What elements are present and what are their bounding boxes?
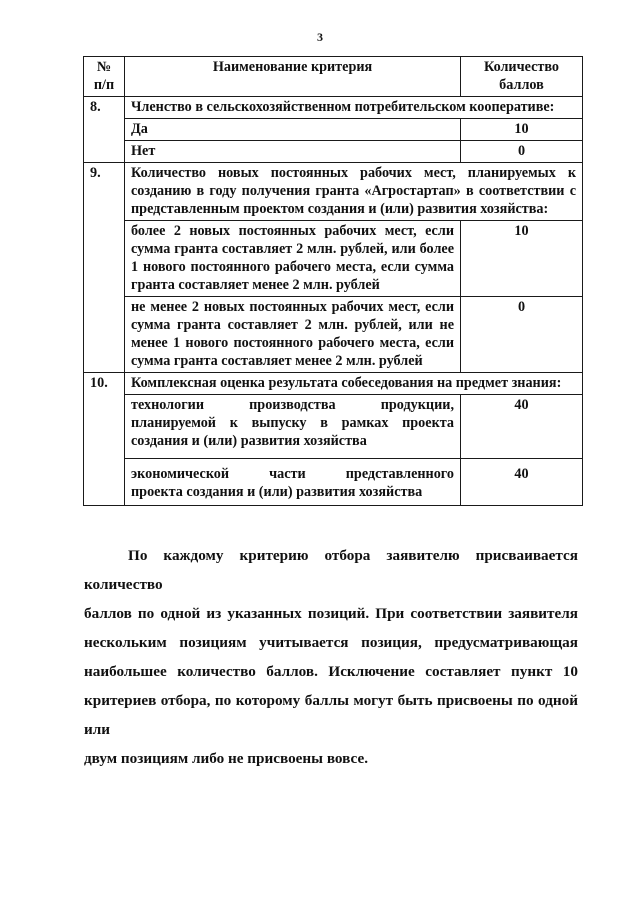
option-line: экономической части представленного [131,466,454,482]
option-score: 0 [461,297,583,373]
paragraph-line: По каждому критерию отбора заявителю присваивается количество [84,547,578,593]
option-line: технологии производства продукции, [131,397,454,413]
criteria-table [83,56,583,506]
option-line: проекта создания и (или) развития хозяйства [131,484,423,500]
table-row [84,163,583,221]
paragraph-line: баллов по одной из указанных позиций. При соответствии заявителя [84,605,578,622]
header-score-line1: Количество [483,59,560,75]
table-row [84,297,583,373]
option-score: 0 [461,141,583,163]
header-criterion-name: Наименование критерия [125,57,461,97]
paragraph-line: наибольшее количество баллов. Исключение составляет пункт 10 [84,663,578,680]
option-line: не менее 2 новых постоянных рабочих мест, если [131,299,454,315]
table-row [84,141,583,163]
criterion-title [125,163,583,221]
header-score-line2: баллов [499,77,544,93]
option-text: Нет [125,141,461,163]
option-line: сумма гранта составляет 2 млн. рублей, или более [131,241,454,257]
option-line: 1 нового постоянного рабочего места, если сумма [131,259,454,275]
option-text: Да [125,119,461,141]
header-number-line2: п/п [93,77,115,93]
option-score: 10 [461,221,583,297]
table-row [84,119,583,141]
table-row [84,459,583,506]
table-row [84,221,583,297]
option-text [125,297,461,373]
option-line: сумма гранта составляет 2 млн. рублей, или не [131,317,454,333]
page-number: 3 [317,30,323,44]
option-line: гранта составляет менее 2 млн. рублей [131,277,380,293]
option-score: 40 [461,459,583,506]
option-text [125,395,461,459]
criterion-title-line: Количество новых постоянных рабочих мест, планируемых к [131,165,576,181]
header-number [84,57,125,97]
paragraph-line: нескольким позициям учитывается позиция, предусматривающая [84,634,578,651]
option-line: более 2 новых постоянных рабочих мест, если [131,223,454,239]
table-row [84,395,583,459]
option-text [125,459,461,506]
criterion-title: Комплексная оценка результата собеседования на предмет знания: [125,373,583,395]
row-number: 9. [84,163,125,373]
paragraph-line: двум позициям либо не присвоены вовсе. [84,750,368,767]
option-line: сумма гранта составляет менее 2 млн. рублей [131,353,423,369]
header-number-line1: № [96,59,112,75]
paragraph-line: критериев отбора, по которому баллы могут быть присвоены по одной или [84,692,578,738]
option-score: 10 [461,119,583,141]
option-score: 40 [461,395,583,459]
row-number: 10. [84,373,125,506]
option-line: планируемой к выпуску в рамках проекта [131,415,454,431]
option-text [125,221,461,297]
criterion-title: Членство в сельскохозяйственном потребительском кооперативе: [125,97,583,119]
table-header-row [84,57,583,97]
criterion-title-line: представленным проектом создания и (или) развития хозяйства: [131,201,549,217]
body-paragraph [84,541,578,773]
criterion-title-line: созданию в году получения гранта «Агростартап» в соответствии с [131,183,576,199]
table-row [84,97,583,119]
option-line: менее 1 нового постоянного рабочего места, если [131,335,454,351]
table-row [84,373,583,395]
row-number: 8. [84,97,125,163]
header-score [461,57,583,97]
option-line: создания и (или) развития хозяйства [131,433,367,449]
